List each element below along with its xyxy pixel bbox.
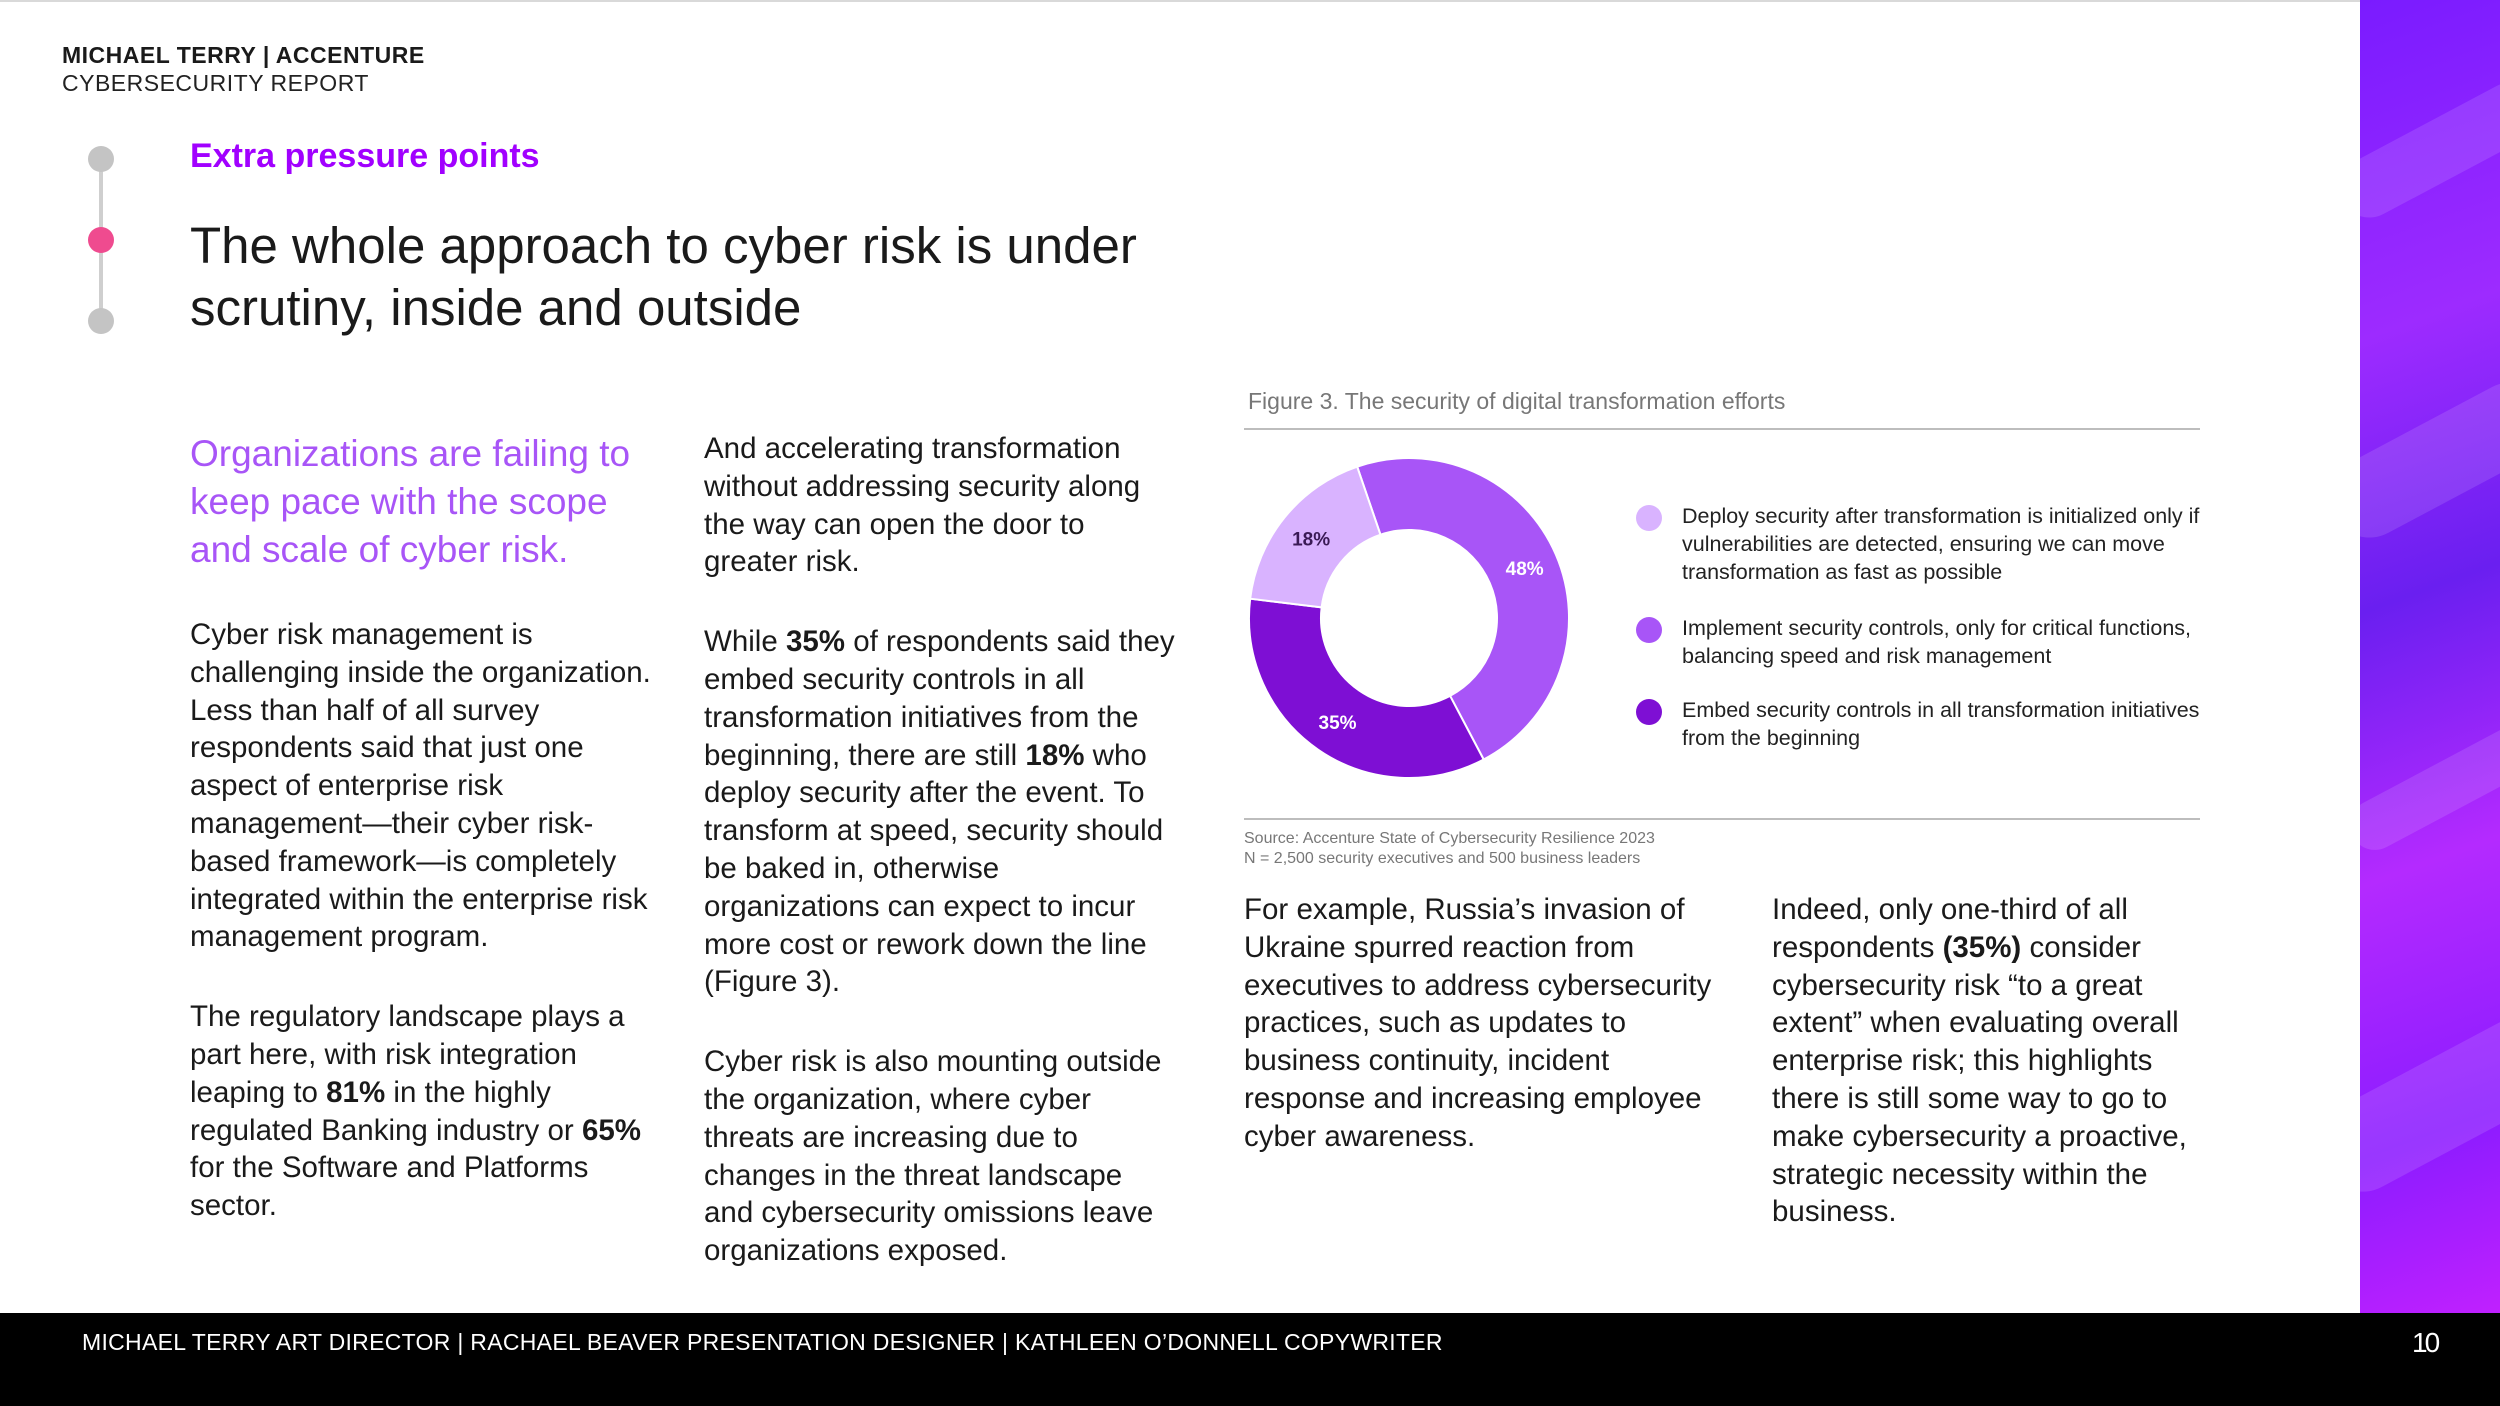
top-divider [0, 0, 2360, 2]
text: of respondents said they embed security controls in all transformation initiatives from the beginning, there are still [704, 625, 1175, 772]
page-title: The whole approach to cyber risk is under scrutiny, inside and outside [190, 217, 1137, 336]
donut-data-label: 35% [1318, 712, 1357, 734]
text: consider cybersecurity risk “to a great extent” when evaluating overall enterprise risk; this highlights there is still some way to go to make cybersecurity a proactive, strategic necessity within the business. [1772, 930, 2187, 1229]
stat-highlight: 81% [326, 1075, 386, 1109]
donut-slice [1249, 599, 1484, 778]
body-column-2 [704, 430, 1179, 1270]
text: While [704, 625, 786, 659]
legend-label: Implement security controls, only for critical functions, balancing speed and risk management [1682, 616, 2192, 668]
text: Indeed, only one-third of all respondents [1772, 893, 2128, 964]
timeline-dot-1[interactable] [88, 146, 114, 172]
report-title: CYBERSECURITY REPORT [62, 70, 369, 96]
paragraph: And accelerating transformation without addressing security along the way can open the door to greater risk. [704, 432, 1141, 579]
stat-highlight: 35% [785, 625, 846, 659]
paragraph: Cyber risk management is challenging inside the organization. Less than half of all survey respondents said that just one aspect of enterprise risk management—their cyber risk-based framework—is completely integrated within the enterprise risk management program. [190, 618, 651, 954]
body-column-4 [1772, 891, 2202, 1231]
timeline-dot-active[interactable] [88, 227, 114, 253]
lead-statement: Organizations are failing to keep pace with the scope and scale of cyber risk. [190, 433, 631, 570]
paragraph [1772, 891, 2202, 1231]
text: in the highly regulated Banking industry or [190, 1075, 582, 1147]
sample-size-line: N = 2,500 security executives and 500 business leaders [1244, 850, 1641, 867]
legend-label: Embed security controls in all transformation initiatives from the beginning [1682, 698, 2200, 750]
source-line: Source: Accenture State of Cybersecurity Resilience 2023 [1244, 830, 1655, 847]
timeline-dot-3[interactable] [88, 308, 114, 334]
donut-data-label: 48% [1505, 559, 1544, 581]
stat-highlight: (35%) [1942, 930, 2022, 964]
decorative-gradient-strip [2360, 0, 2500, 1313]
legend-swatch [1636, 617, 1662, 643]
legend-swatch [1636, 505, 1662, 531]
text: for the Software and Platforms sector. [190, 1151, 589, 1223]
text: who deploy security after the event. To transform at speed, security should be baked in, otherwise organizations can expect to incur more cost or rework down the line (Figure 3). [704, 738, 1164, 999]
paragraph [704, 623, 1179, 1001]
paragraph: Cyber risk is also mounting outside the organization, where cyber threats are increasing due to changes in the threat landscape and cybersecurity omissions leave organizations exposed. [704, 1045, 1162, 1268]
figure-title: Figure 3. The security of digital transformation efforts [1248, 388, 1786, 414]
figure-bottom-rule [1244, 818, 2200, 820]
footer-bar [0, 1313, 2500, 1406]
paragraph [190, 998, 660, 1225]
text: The regulatory landscape plays a part here, with risk integration leaping to [190, 1000, 625, 1109]
legend-label: Deploy security after transformation is initialized only if vulnerabilities are detected, ensuring we can move transformation as fast as possible [1682, 504, 2200, 584]
body-column-3 [1244, 891, 1724, 1156]
donut-chart-svg [1244, 453, 1574, 783]
page-number: 10 [2412, 1327, 2438, 1358]
stat-highlight: 65% [581, 1113, 641, 1147]
report-author: MICHAEL TERRY | ACCENTURE [62, 42, 425, 68]
stat-highlight: 18% [1025, 738, 1085, 772]
donut-chart [1244, 453, 1574, 783]
legend-swatch [1636, 699, 1662, 725]
body-column-1 [190, 616, 660, 1225]
figure-top-rule [1244, 428, 2200, 430]
paragraph: For example, Russia’s invasion of Ukraine spurred reaction from executives to address cybersecurity practices, such as updates to business continuity, incident response and increasing employee cyber awareness. [1244, 893, 1712, 1153]
footer-credits: MICHAEL TERRY ART DIRECTOR | RACHAEL BEAVER PRESENTATION DESIGNER | KATHLEEN O’DONNELL COPYWRITER [82, 1329, 1443, 1355]
section-kicker: Extra pressure points [190, 137, 540, 175]
donut-data-label: 18% [1292, 529, 1331, 551]
figure-source [1244, 829, 1944, 869]
